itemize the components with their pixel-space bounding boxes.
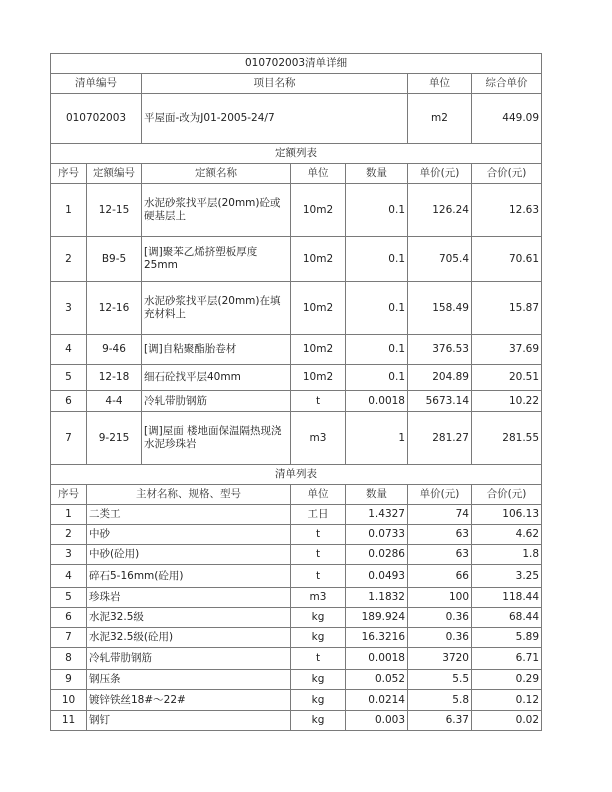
material-price: 6.37 — [408, 711, 472, 731]
material-price: 74 — [408, 505, 472, 525]
quota-row — [51, 391, 542, 412]
material-qty: 0.0286 — [346, 545, 408, 565]
quota-col-name: 定额名称 — [142, 164, 291, 184]
bill-code-header: 清单编号 — [51, 74, 142, 94]
material-no: 5 — [51, 588, 87, 608]
material-name: 水泥32.5级 — [87, 608, 291, 628]
quota-row — [51, 184, 542, 237]
quota-price: 126.24 — [408, 184, 472, 237]
material-name: 碎石5-16mm(砼用) — [87, 565, 291, 588]
quota-name: [调]聚苯乙烯挤塑板厚度25mm — [142, 237, 291, 282]
material-unit: kg — [291, 670, 346, 690]
materials-col-qty: 数量 — [346, 485, 408, 505]
material-unit: t — [291, 565, 346, 588]
material-name: 珍珠岩 — [87, 588, 291, 608]
quota-price: 705.4 — [408, 237, 472, 282]
material-unit: m3 — [291, 588, 346, 608]
quota-total: 37.69 — [472, 335, 542, 365]
quota-no: 6 — [51, 391, 87, 412]
quota-section-title: 定额列表 — [51, 144, 542, 164]
material-qty: 0.0493 — [346, 565, 408, 588]
quota-price: 158.49 — [408, 282, 472, 335]
material-row — [51, 545, 542, 565]
quota-unit: 10m2 — [291, 335, 346, 365]
quota-code: 12-16 — [87, 282, 142, 335]
quota-code: 12-18 — [87, 365, 142, 391]
material-price: 5.8 — [408, 690, 472, 711]
quota-no: 1 — [51, 184, 87, 237]
materials-col-no: 序号 — [51, 485, 87, 505]
material-no: 4 — [51, 565, 87, 588]
quota-unit: 10m2 — [291, 237, 346, 282]
quota-col-no: 序号 — [51, 164, 87, 184]
material-total: 4.62 — [472, 525, 542, 545]
material-name: 中砂(砼用) — [87, 545, 291, 565]
material-price: 63 — [408, 525, 472, 545]
material-no: 6 — [51, 608, 87, 628]
quota-qty: 0.1 — [346, 237, 408, 282]
material-row — [51, 648, 542, 670]
material-name: 钢压条 — [87, 670, 291, 690]
material-qty: 0.052 — [346, 670, 408, 690]
materials-col-price: 单价(元) — [408, 485, 472, 505]
quota-unit: 10m2 — [291, 365, 346, 391]
material-unit: 工日 — [291, 505, 346, 525]
material-unit: t — [291, 648, 346, 670]
quota-unit: m3 — [291, 412, 346, 465]
item-unit: m2 — [408, 94, 472, 144]
material-no: 2 — [51, 525, 87, 545]
quota-no: 7 — [51, 412, 87, 465]
material-row — [51, 628, 542, 648]
materials-section-title: 清单列表 — [51, 465, 542, 485]
material-row — [51, 711, 542, 731]
bill-detail-table — [50, 53, 542, 731]
material-price: 3720 — [408, 648, 472, 670]
quota-qty: 0.1 — [346, 184, 408, 237]
material-unit: kg — [291, 690, 346, 711]
material-qty: 0.003 — [346, 711, 408, 731]
quota-name: [调]屋面 楼地面保温隔热现浇水泥珍珠岩 — [142, 412, 291, 465]
material-qty: 1.4327 — [346, 505, 408, 525]
item-name-header: 项目名称 — [142, 74, 408, 94]
material-row — [51, 588, 542, 608]
material-qty: 189.924 — [346, 608, 408, 628]
material-name: 中砂 — [87, 525, 291, 545]
material-unit: kg — [291, 711, 346, 731]
quota-total: 15.87 — [472, 282, 542, 335]
quota-total: 70.61 — [472, 237, 542, 282]
material-total: 5.89 — [472, 628, 542, 648]
quota-row — [51, 335, 542, 365]
quota-name: 水泥砂浆找平层(20mm)砼或硬基层上 — [142, 184, 291, 237]
material-total: 6.71 — [472, 648, 542, 670]
quota-unit: t — [291, 391, 346, 412]
material-price: 100 — [408, 588, 472, 608]
material-row — [51, 690, 542, 711]
quota-code: 9-46 — [87, 335, 142, 365]
quota-no: 2 — [51, 237, 87, 282]
quota-total: 281.55 — [472, 412, 542, 465]
quota-total: 20.51 — [472, 365, 542, 391]
quota-price: 281.27 — [408, 412, 472, 465]
item-name: 平屋面-改为J01-2005-24/7 — [142, 94, 408, 144]
quota-unit: 10m2 — [291, 282, 346, 335]
quota-qty: 0.1 — [346, 335, 408, 365]
material-row — [51, 608, 542, 628]
material-price: 5.5 — [408, 670, 472, 690]
quota-price: 204.89 — [408, 365, 472, 391]
materials-col-total: 合价(元) — [472, 485, 542, 505]
quota-row — [51, 282, 542, 335]
material-total: 1.8 — [472, 545, 542, 565]
material-no: 3 — [51, 545, 87, 565]
material-no: 10 — [51, 690, 87, 711]
quota-total: 10.22 — [472, 391, 542, 412]
quota-unit: 10m2 — [291, 184, 346, 237]
material-no: 7 — [51, 628, 87, 648]
material-qty: 0.0733 — [346, 525, 408, 545]
quota-row — [51, 365, 542, 391]
unit-header: 单位 — [408, 74, 472, 94]
material-name: 钢钉 — [87, 711, 291, 731]
quota-no: 5 — [51, 365, 87, 391]
material-unit: kg — [291, 608, 346, 628]
unit-price-header: 综合单价 — [472, 74, 542, 94]
quota-col-qty: 数量 — [346, 164, 408, 184]
quota-col-code: 定额编号 — [87, 164, 142, 184]
material-price: 66 — [408, 565, 472, 588]
material-name: 二类工 — [87, 505, 291, 525]
quota-name: 冷轧带肋钢筋 — [142, 391, 291, 412]
quota-qty: 0.1 — [346, 282, 408, 335]
material-price: 0.36 — [408, 628, 472, 648]
bill-code: 010702003 — [51, 94, 142, 144]
material-price: 63 — [408, 545, 472, 565]
material-row — [51, 670, 542, 690]
material-qty: 16.3216 — [346, 628, 408, 648]
quota-row — [51, 412, 542, 465]
material-name: 镀锌铁丝18#～22# — [87, 690, 291, 711]
material-total: 118.44 — [472, 588, 542, 608]
material-row — [51, 565, 542, 588]
quota-row — [51, 237, 542, 282]
quota-qty: 0.0018 — [346, 391, 408, 412]
material-no: 1 — [51, 505, 87, 525]
material-no: 8 — [51, 648, 87, 670]
material-total: 3.25 — [472, 565, 542, 588]
material-qty: 0.0018 — [346, 648, 408, 670]
material-total: 0.12 — [472, 690, 542, 711]
quota-code: B9-5 — [87, 237, 142, 282]
item-unit-price: 449.09 — [472, 94, 542, 144]
quota-code: 4-4 — [87, 391, 142, 412]
material-total: 0.29 — [472, 670, 542, 690]
material-total: 68.44 — [472, 608, 542, 628]
material-qty: 1.1832 — [346, 588, 408, 608]
quota-price: 5673.14 — [408, 391, 472, 412]
quota-total: 12.63 — [472, 184, 542, 237]
materials-col-unit: 单位 — [291, 485, 346, 505]
material-price: 0.36 — [408, 608, 472, 628]
quota-no: 3 — [51, 282, 87, 335]
material-name: 水泥32.5级(砼用) — [87, 628, 291, 648]
materials-col-name: 主材名称、规格、型号 — [87, 485, 291, 505]
table-title: 010702003清单详细 — [51, 54, 542, 74]
material-total: 106.13 — [472, 505, 542, 525]
material-no: 11 — [51, 711, 87, 731]
quota-code: 12-15 — [87, 184, 142, 237]
material-name: 冷轧带肋钢筋 — [87, 648, 291, 670]
material-unit: t — [291, 545, 346, 565]
quota-col-price: 单价(元) — [408, 164, 472, 184]
quota-name: 水泥砂浆找平层(20mm)在填充材料上 — [142, 282, 291, 335]
material-row — [51, 525, 542, 545]
material-qty: 0.0214 — [346, 690, 408, 711]
quota-qty: 0.1 — [346, 365, 408, 391]
material-total: 0.02 — [472, 711, 542, 731]
material-no: 9 — [51, 670, 87, 690]
quota-code: 9-215 — [87, 412, 142, 465]
quota-price: 376.53 — [408, 335, 472, 365]
quota-name: [调]自粘聚酯胎卷材 — [142, 335, 291, 365]
material-unit: t — [291, 525, 346, 545]
quota-col-unit: 单位 — [291, 164, 346, 184]
quota-name: 细石砼找平层40mm — [142, 365, 291, 391]
quota-col-total: 合价(元) — [472, 164, 542, 184]
material-row — [51, 505, 542, 525]
quota-qty: 1 — [346, 412, 408, 465]
material-unit: kg — [291, 628, 346, 648]
quota-no: 4 — [51, 335, 87, 365]
